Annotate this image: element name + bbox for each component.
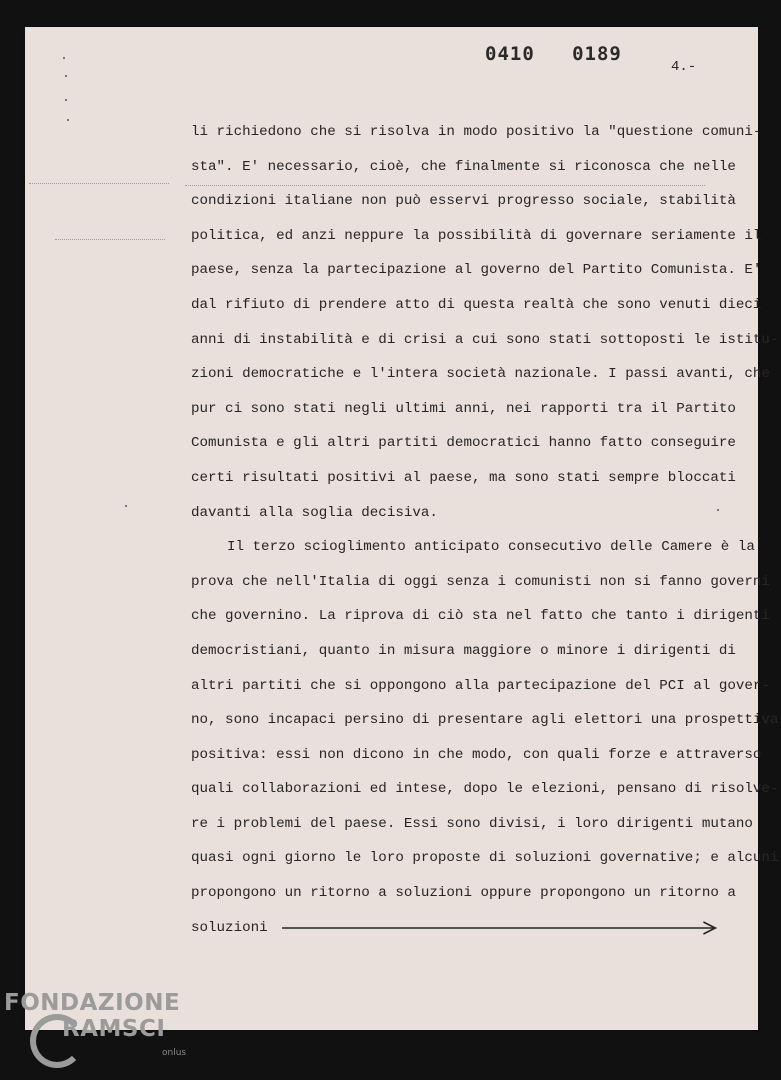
scan-speck — [65, 99, 67, 101]
text-line: positiva: essi non dicono in che modo, con quali forze e attraverso — [191, 746, 762, 763]
scan-speck — [63, 57, 65, 59]
scan-speck — [65, 75, 67, 77]
letter-body — [191, 115, 779, 945]
scan-speck — [67, 119, 69, 121]
text-line: certi risultati positivi al paese, ma sono stati sempre bloccati — [191, 469, 736, 486]
scan-speckle — [55, 239, 165, 242]
text-line: dal rifiuto di prendere atto di questa realtà che sono venuti dieci — [191, 296, 762, 313]
watermark-suffix: onlus — [162, 1048, 187, 1058]
text-line: condizioni italiane non può esservi progresso sociale, stabilità — [191, 193, 736, 210]
text-line: davanti alla soglia decisiva. — [191, 504, 438, 521]
text-line: zioni democratiche e l'intera società nazionale. I passi avanti, che — [191, 366, 770, 383]
final-word: soluzioni — [191, 919, 268, 936]
text-line: anni di instabilità e di crisi a cui sono stati sottoposti le istitu- — [191, 331, 779, 348]
text-line: Il terzo scioglimento anticipato consecutivo delle Camere è la — [227, 539, 755, 556]
text-line: pur ci sono stati negli ultimi anni, nei rapporti tra il Partito — [191, 400, 736, 417]
watermark-line2: RAMSCI — [62, 1016, 166, 1042]
text-line: democristiani, quanto in misura maggiore o minore i dirigenti di — [191, 642, 736, 659]
scan-speckle — [29, 183, 169, 186]
text-line: re i problemi del paese. Essi sono divisi, i loro dirigenti mutano — [191, 815, 753, 832]
watermark-line1: FONDAZIONE — [4, 990, 181, 1016]
text-line: altri partiti che si oppongono alla partecipazione del PCI al gover- — [191, 677, 770, 694]
text-line: li richiedono che si risolva in modo positivo la "questione comuni- — [191, 124, 762, 140]
archive-number: 0410 0189 — [485, 43, 622, 65]
text-line: prova che nell'Italia di oggi senza i comunisti non si fanno governi — [191, 573, 770, 590]
text-line: propongono un ritorno a soluzioni oppure propongono un ritorno a — [191, 885, 736, 902]
text-line: quasi ogni giorno le loro proposte di soluzioni governative; e alcuni — [191, 850, 779, 867]
text-line: sta". E' necessario, cioè, che finalmente si riconosca che nelle — [191, 158, 736, 175]
final-line — [191, 911, 721, 946]
text-line: quali collaborazioni ed intese, dopo le elezioni, pensano di risolve- — [191, 781, 779, 798]
fondazione-gramsci-watermark — [4, 990, 204, 1076]
text-line: Comunista e gli altri partiti democratici hanno fatto conseguire — [191, 435, 736, 452]
text-line: che governino. La riprova di ciò sta nel fatto che tanto i dirigenti — [191, 608, 770, 625]
scan-speck — [125, 505, 127, 507]
document-page — [25, 27, 779, 1030]
text-line: no, sono incapaci persino di presentare agli elettori una prospettiva — [191, 712, 779, 729]
paragraph-2 — [191, 530, 779, 945]
paragraph-1 — [191, 115, 779, 530]
text-line: paese, senza la partecipazione al governo del Partito Comunista. E' — [191, 262, 762, 279]
text-line: politica, ed anzi neppure la possibilità di governare seriamente il — [191, 227, 762, 244]
page-number: 4.- — [671, 59, 697, 75]
continuation-arrow-icon — [282, 921, 721, 935]
